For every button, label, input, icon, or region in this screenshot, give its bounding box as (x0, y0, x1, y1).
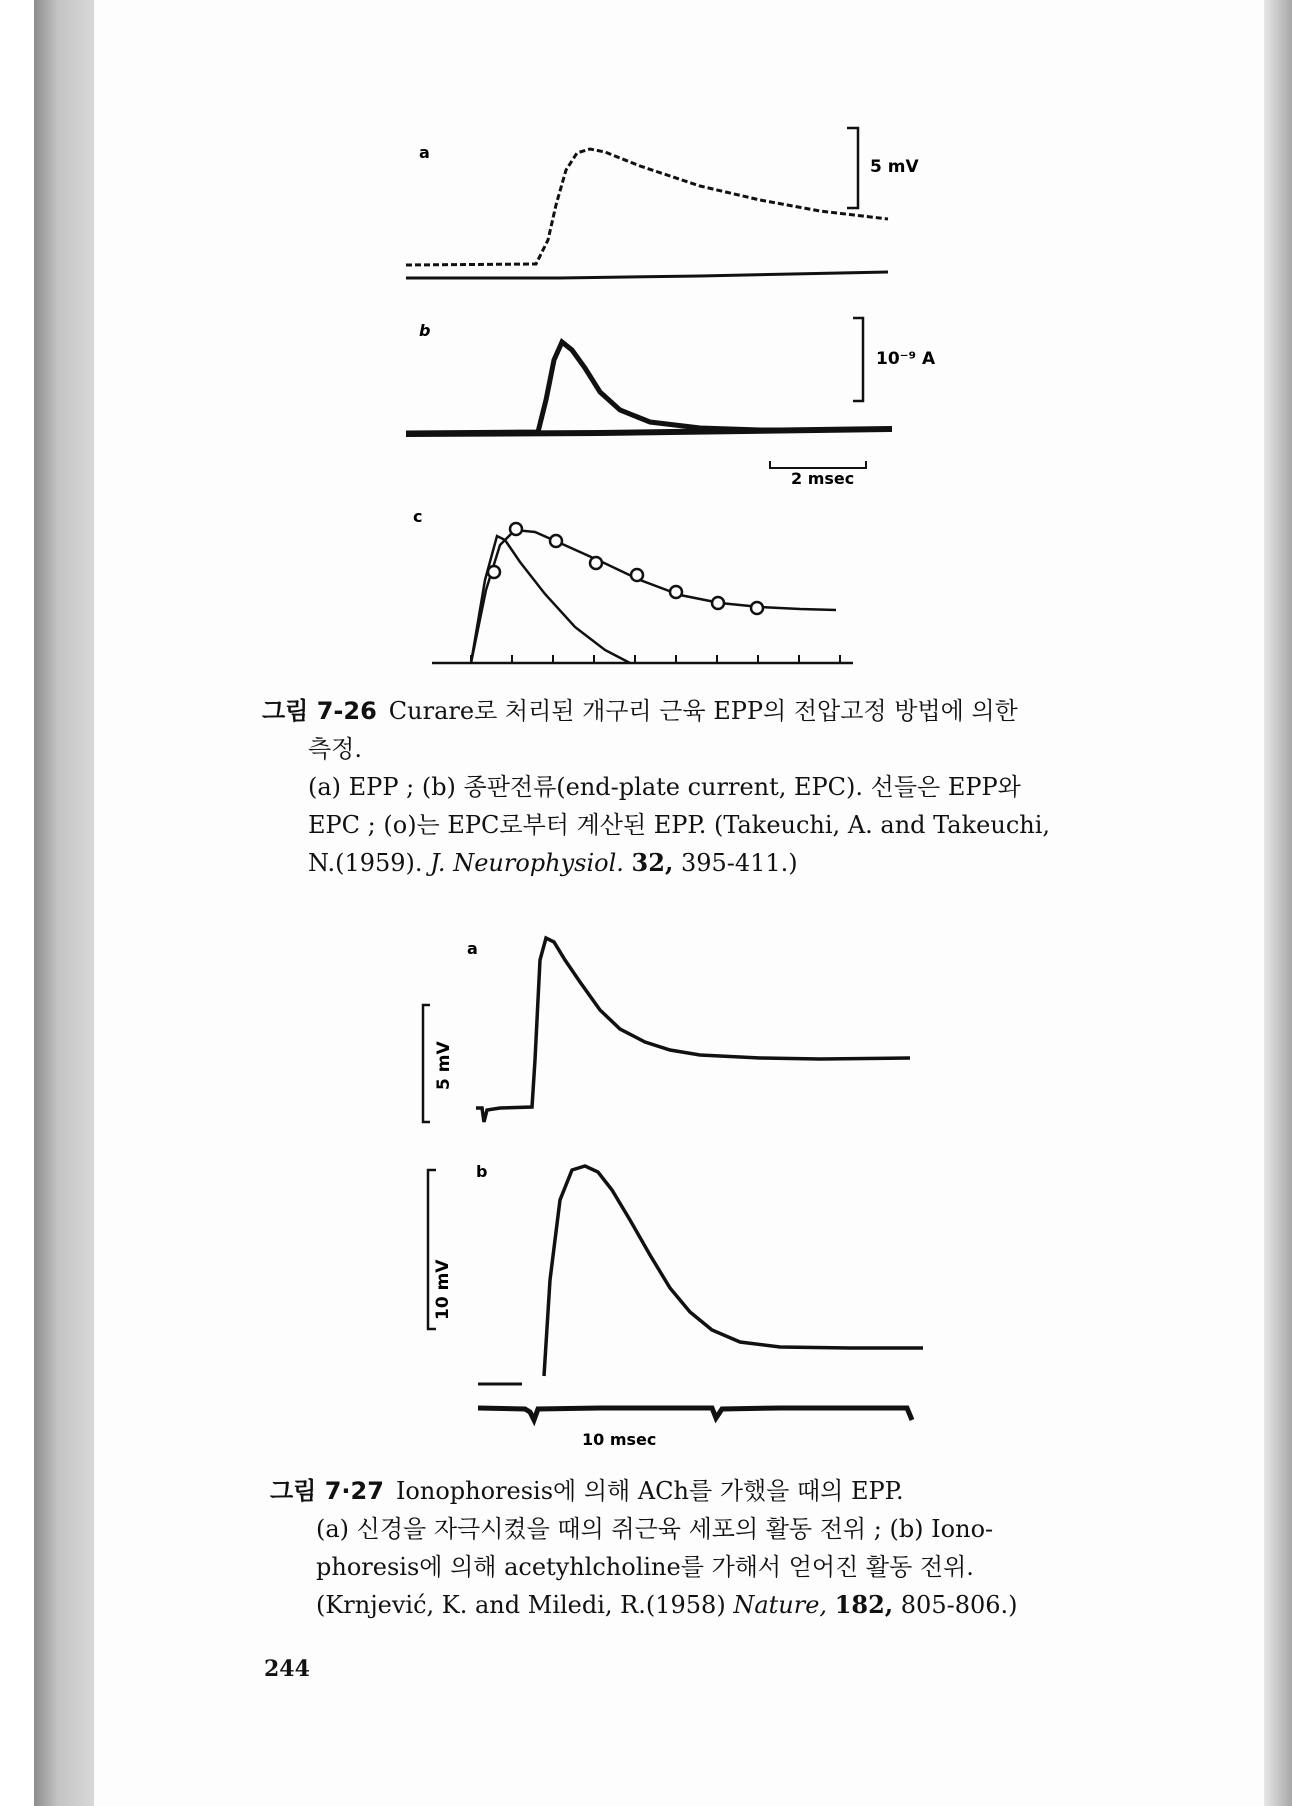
fig27-caption-title-text: Ionophoresis에 의해 ACh를 가했을 때의 EPP. (395, 1477, 904, 1505)
fig26-epp-trace (406, 149, 888, 265)
fig26-caption-title-line1 (262, 692, 1122, 730)
fig26-caption-body-line2: EPC ; (o)는 EPC로부터 계산된 EPP. (Takeuchi, A. and Takeuchi, (308, 811, 1051, 839)
fig26-caption-reference (262, 844, 1122, 882)
fig27-caption-reference (270, 1586, 1130, 1624)
fig26-time-scale-text: 2 msec (791, 469, 855, 488)
fig27-panel-b-trace (544, 1166, 923, 1376)
fig27-caption (270, 1472, 1130, 1624)
fig26-panel-a-label: a (419, 143, 430, 162)
fig27-stimulus-marker-line (478, 1408, 912, 1420)
fig26-baseline-b (406, 429, 892, 434)
fig26-panel-b-scalebar (853, 318, 863, 401)
fig26-calculated-epp-points (488, 523, 763, 614)
page-number: 244 (264, 1656, 310, 1682)
fig26-panel-a-scale-text: 5 mV (870, 157, 919, 177)
fig27-caption-number: 그림 7·27 (270, 1477, 384, 1505)
fig27-caption-title (270, 1472, 1130, 1510)
fig26-baseline-a (406, 272, 888, 278)
fig27-caption-body-line1: (a) 신경을 자극시켰을 때의 쥐근육 세포의 활동 전위 ; (b) Iono- (316, 1515, 994, 1543)
figure-7-27 (0, 900, 1292, 1460)
fig26-panel-c-label: c (413, 507, 423, 526)
fig27-panel-a-label: a (467, 939, 478, 958)
fig26-ref-journal: J. Neurophysiol. (430, 849, 624, 877)
fig27-panel-b-scale-text: 10 mV (433, 1259, 453, 1320)
fig27-panel-a-scale-text: 5 mV (434, 1041, 454, 1090)
fig26-panel-a-scalebar (847, 128, 858, 208)
fig26-epc-curve (471, 536, 630, 663)
fig27-panel-a-scalebar (423, 1005, 430, 1122)
fig26-panel-b-scale-text: 10⁻⁹ A (876, 349, 936, 369)
fig27-panel-b-label: b (476, 1162, 488, 1181)
fig27-time-scale-text: 10 msec (582, 1430, 657, 1449)
fig27-ref-journal: Nature, (733, 1591, 828, 1619)
fig27-panel-a-trace (476, 938, 910, 1122)
fig26-caption-body-line1: (a) EPP ; (b) 종판전류(end-plate current, EPC). 선들은 EPP와 (308, 773, 1021, 801)
fig26-caption-title-text: Curare로 처리된 개구리 근육 EPP의 전압고정 방법에 의한 (388, 697, 1018, 725)
fig27-ref-pages: 805-806.) (900, 1591, 1018, 1619)
fig27-ref-authors: (Krnjević, K. and Miledi, R.(1958) (316, 1591, 726, 1619)
fig26-caption (262, 692, 1122, 882)
fig27-caption-body-line2: phoresis에 의해 acetyhlcholine를 가해서 얻어진 활동 전위. (316, 1553, 974, 1581)
fig26-caption-number: 그림 7-26 (262, 697, 377, 725)
fig26-caption-title-line2: 측정. (308, 735, 362, 763)
fig26-panel-b-label: b (419, 321, 431, 340)
fig26-ref-volume: 32, (631, 848, 674, 877)
fig26-ref-authors: N.(1959). (308, 849, 423, 877)
fig26-ref-pages: 395-411.) (680, 849, 798, 877)
fig26-epc-trace (406, 342, 800, 433)
fig27-ref-volume: 182, (834, 1590, 894, 1619)
figure-7-26 (0, 0, 1292, 700)
fig26-time-scalebar (770, 461, 866, 468)
fig26-epp-curve (471, 530, 836, 663)
